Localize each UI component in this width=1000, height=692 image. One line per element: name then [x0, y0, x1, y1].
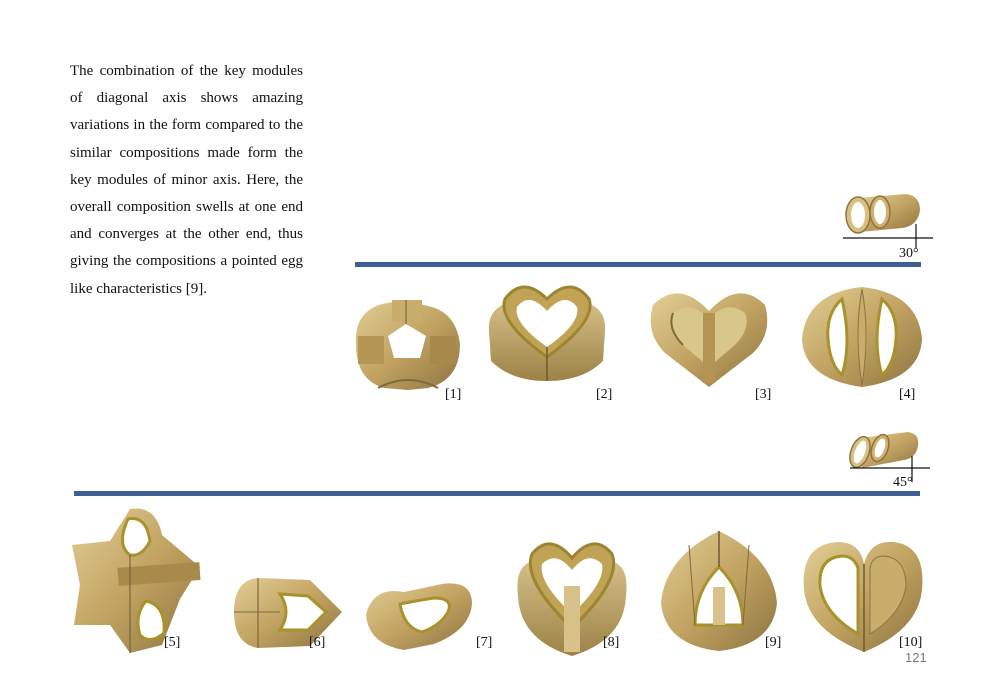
caption-2: [2] [596, 387, 613, 402]
caption-3: [3] [755, 387, 772, 402]
caption-10: [10] [899, 635, 923, 650]
caption-9: [9] [765, 635, 782, 650]
body-paragraph: The combination of the key modules of diagonal axis shows amazing variations in the form compared to the similar compositions made form the key modules of minor axis. Here, the overall composition swells at one end and converges at the other end, thus giving the compositions a pointed egg like characteristics [9]. [70, 63, 303, 297]
caption-4: [4] [899, 387, 916, 402]
composition-photo-3 [645, 283, 773, 389]
section-rule-30 [355, 262, 921, 267]
composition-photo-9 [655, 527, 783, 655]
composition-photo-1 [348, 292, 466, 396]
caption-1: [1] [445, 387, 462, 402]
composition-photo-4 [798, 283, 926, 389]
bamboo-tube-30-icon [838, 190, 938, 248]
caption-5: [5] [164, 635, 181, 650]
caption-6: [6] [309, 635, 326, 650]
caption-8: [8] [603, 635, 620, 650]
angle-label-30: 30° [899, 246, 919, 261]
angle-label-45: 45° [893, 475, 913, 490]
section-rule-45 [74, 491, 920, 496]
bamboo-tube-45-icon [846, 428, 938, 482]
composition-photo-5 [70, 505, 204, 655]
composition-photo-7 [364, 574, 474, 654]
caption-7: [7] [476, 635, 493, 650]
composition-photo-6 [230, 572, 346, 652]
composition-photo-2 [483, 277, 611, 385]
page-number: 121 [905, 650, 927, 665]
